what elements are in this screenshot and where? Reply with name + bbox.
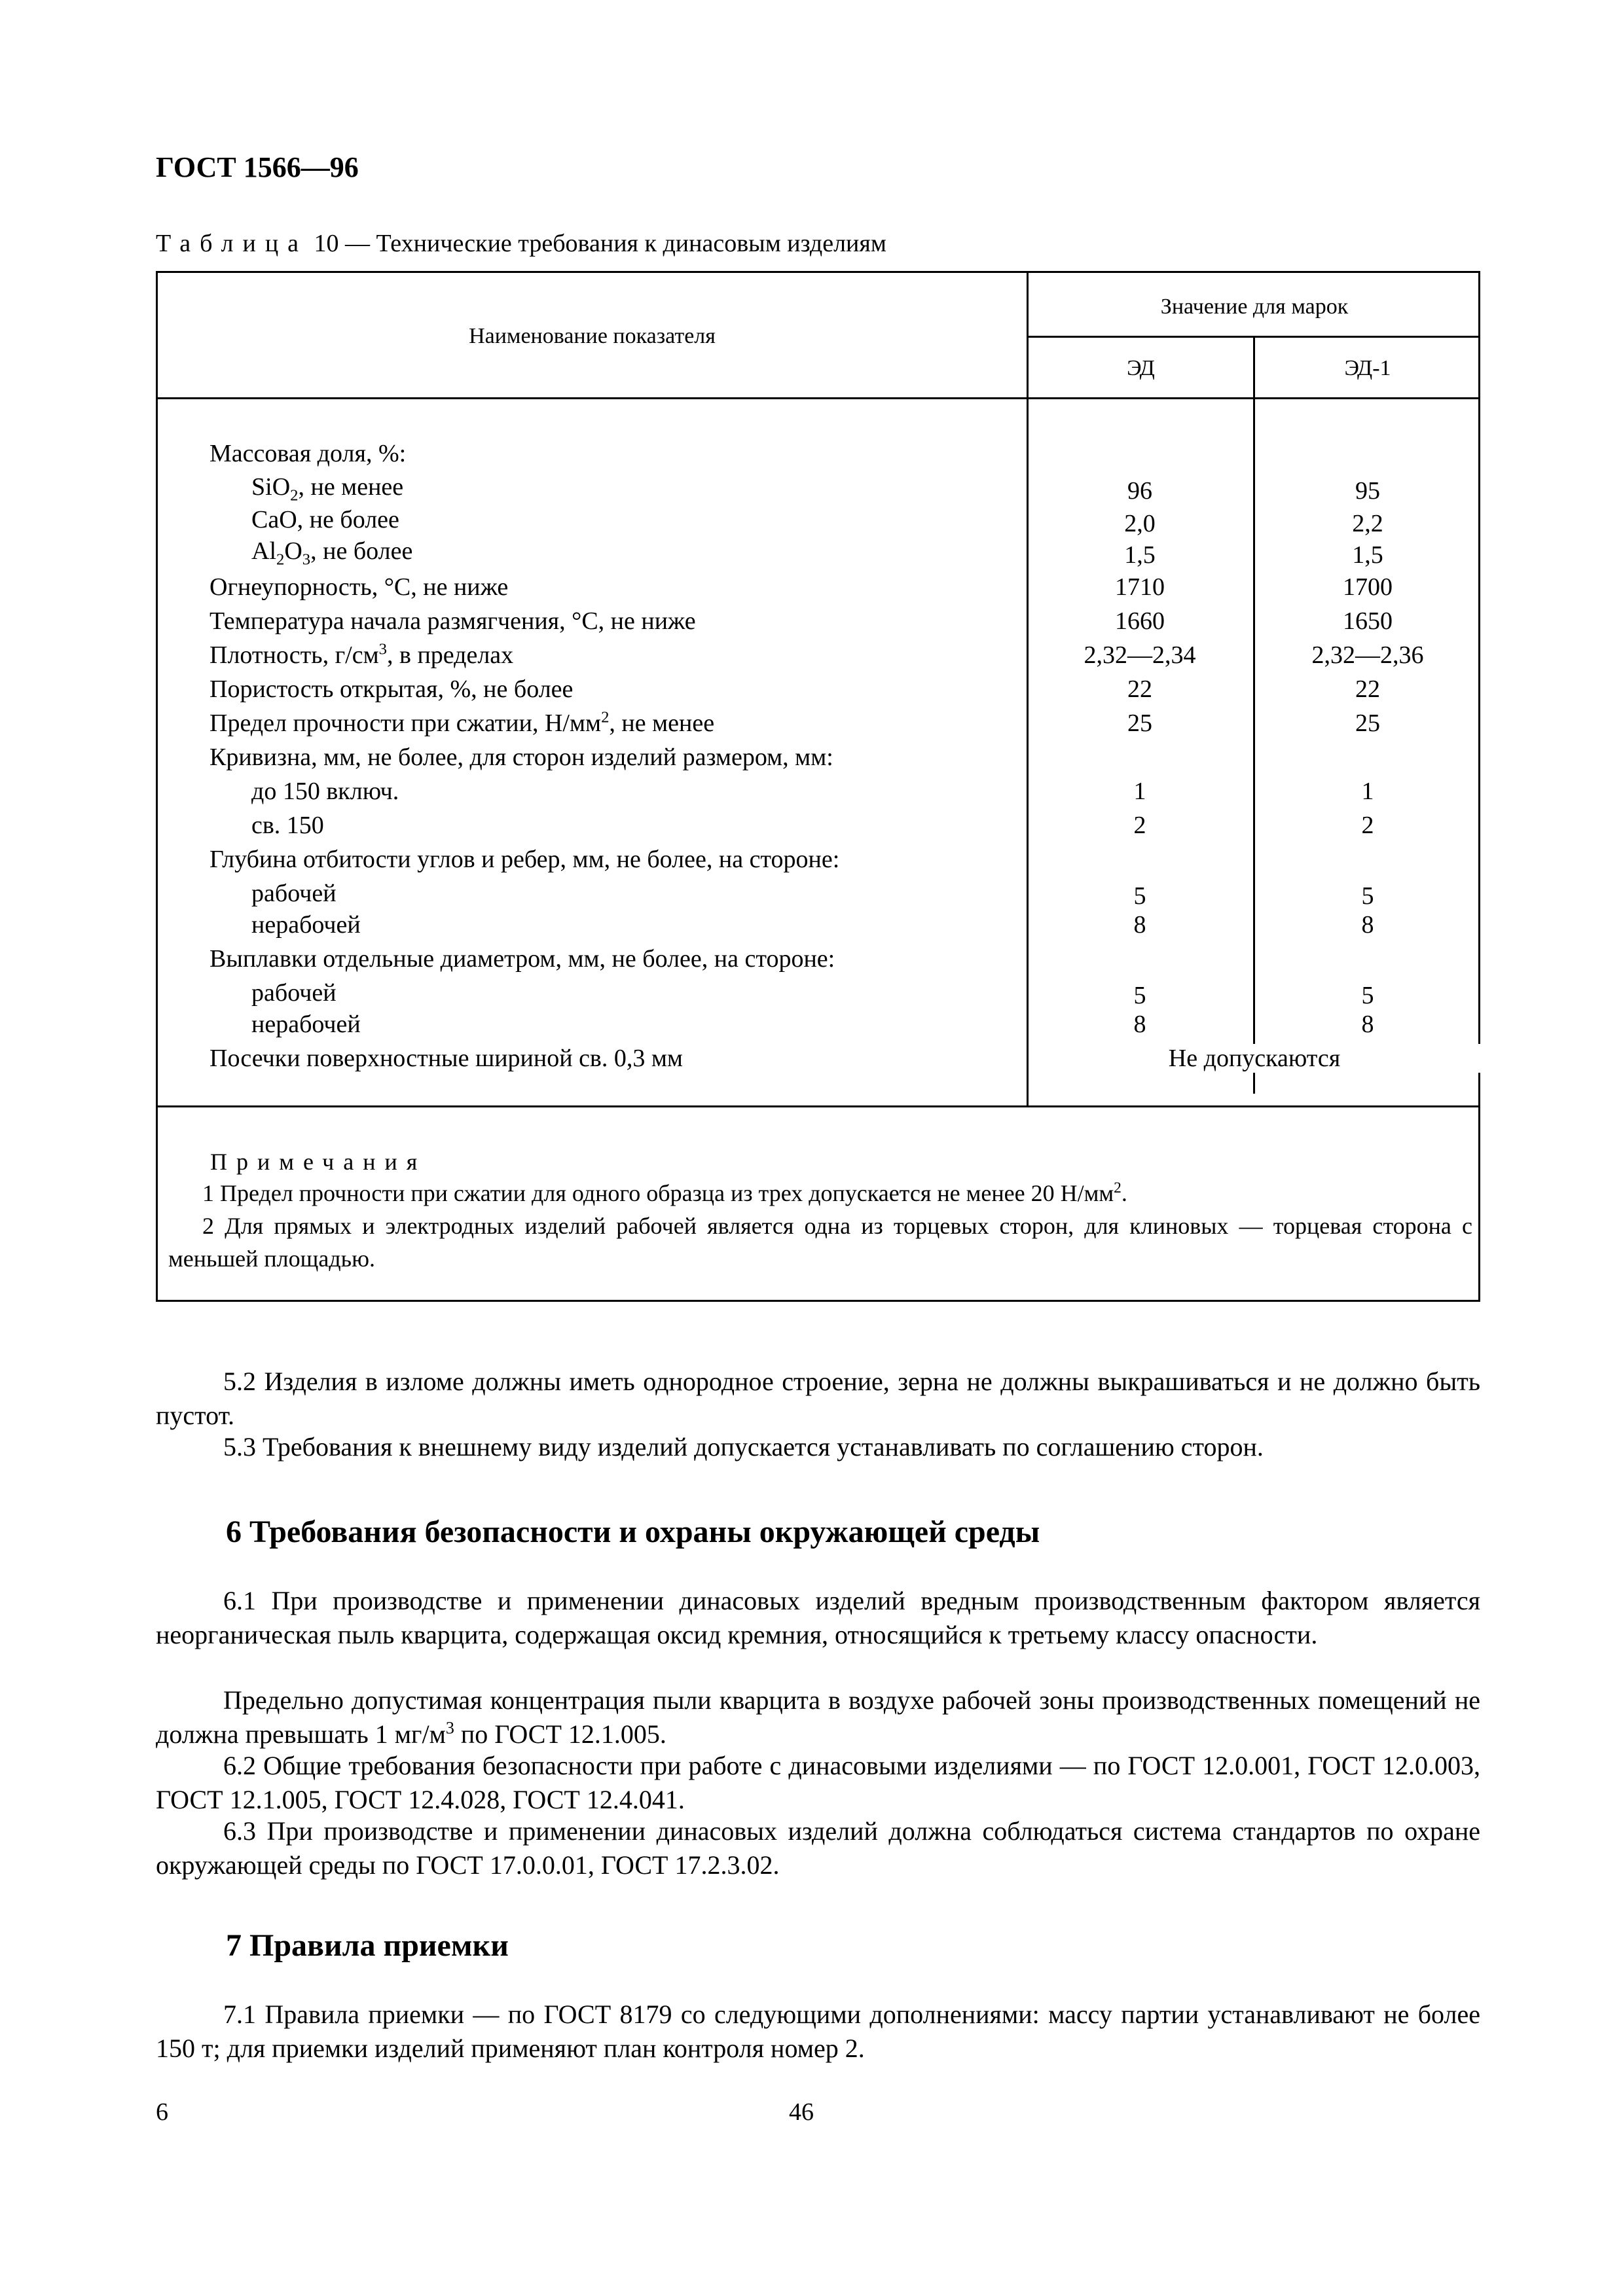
value-ed1: 1 bbox=[1361, 778, 1374, 805]
table-row bbox=[158, 675, 1482, 709]
col-header-group: Значение для марок bbox=[1160, 295, 1349, 319]
value-ed: 2,0 bbox=[1124, 510, 1156, 537]
table-row bbox=[158, 537, 1482, 571]
value-ed1: 2 bbox=[1361, 812, 1374, 839]
value-ed1: 2,32—2,36 bbox=[1311, 641, 1424, 669]
row-label: $Al_2O_3$, не более bbox=[251, 537, 413, 569]
table-row bbox=[158, 607, 1482, 641]
paragraph-6-1-limit: Предельно допустимая концентрация пыли кварцита в воздухе рабочей зоны производственных помещений не должна превышать 1 $мг/м^3$ по ГОСТ 12.1.005. bbox=[156, 1685, 1480, 1749]
table-row bbox=[158, 1010, 1482, 1044]
row-label: Плотность, $г/см^3$, в пределах bbox=[210, 640, 514, 669]
table-header-bottom-line bbox=[158, 397, 1480, 399]
value-ed: 5 bbox=[1133, 982, 1146, 1009]
value-ed: 8 bbox=[1133, 1011, 1146, 1038]
row-label: рабочей bbox=[251, 979, 337, 1007]
sheet-number: 46 bbox=[789, 2098, 814, 2126]
value-ed: 22 bbox=[1127, 675, 1152, 703]
value-ed1: 22 bbox=[1355, 675, 1380, 703]
note-2: 2 Для прямых и электродных изделий рабочей является одна из торцевых сторон, для клиновых — торцевая сторона с меньшей площадью. bbox=[168, 1213, 1472, 1272]
value-ed1: 8 bbox=[1361, 911, 1374, 939]
row-label: Огнеупорность, °С, не ниже bbox=[210, 573, 509, 601]
table-row bbox=[158, 439, 1482, 473]
page-number: 6 bbox=[156, 2098, 168, 2126]
paragraph-6-2: 6.2 Общие требования безопасности при работе с динасовыми изделиями — по ГОСТ 12.0.001, ГОСТ 12.0.003, ГОСТ 12.1.005, ГОСТ 12.4.028, ГОСТ 12.4.041. bbox=[156, 1751, 1480, 1814]
document-id: ГОСТ 1566—96 bbox=[156, 151, 359, 183]
notes-title: Примечания bbox=[210, 1149, 427, 1175]
row-label: нерабочей bbox=[251, 911, 361, 939]
table-notes-divider bbox=[158, 1105, 1480, 1107]
paragraph-6-1: 6.1 При производстве и применении динасовых изделий вредным производственным фактором является неорганическая пыль кварцита, содержащая оксид кремния, относящийся к третьему классу опасности. bbox=[156, 1586, 1480, 1649]
value-merged: Не допускаются bbox=[1029, 1044, 1480, 1073]
section-6-heading: 6 Требования безопасности и охраны окружающей среды bbox=[226, 1515, 1040, 1549]
value-ed: 1,5 bbox=[1124, 541, 1156, 569]
value-ed1: 5 bbox=[1361, 982, 1374, 1009]
row-label: рабочей bbox=[251, 880, 337, 907]
table-row bbox=[158, 709, 1482, 743]
table-caption-text: 10 — Технические требования к динасовым изделиям bbox=[308, 230, 886, 257]
row-label: CaO, не более bbox=[251, 506, 399, 533]
table-row bbox=[158, 944, 1482, 978]
value-ed1: 2,2 bbox=[1352, 510, 1383, 537]
col-header-name: Наименование показателя bbox=[469, 324, 716, 348]
table-row bbox=[158, 879, 1482, 913]
value-ed: 1 bbox=[1133, 778, 1146, 805]
value-ed: 5 bbox=[1133, 882, 1146, 910]
row-label: нерабочей bbox=[251, 1011, 361, 1038]
paragraph-5-3: 5.3 Требования к внешнему виду изделий допускается устанавливать по соглашению сторон. bbox=[223, 1432, 1264, 1462]
row-label: Массовая доля, %: bbox=[210, 440, 407, 467]
value-ed1: 1650 bbox=[1343, 607, 1393, 635]
row-label: Пористость открытая, %, не более bbox=[210, 675, 574, 703]
paragraph-6-3: 6.3 При производстве и применении динасовых изделий должна соблюдаться система стандартов по охране окружающей среды по ГОСТ 17.0.0.01, ГОСТ 17.2.3.02. bbox=[156, 1816, 1480, 1880]
value-ed1: 95 bbox=[1355, 477, 1380, 505]
value-ed: 2,32—2,34 bbox=[1084, 641, 1196, 669]
table-row bbox=[158, 777, 1482, 811]
paragraph-7-1: 7.1 Правила приемки — по ГОСТ 8179 со следующими дополнениями: массу партии устанавливают не более 150 т; для приемки изделий применяют план контроля номер 2. bbox=[156, 2000, 1480, 2063]
table-row bbox=[158, 473, 1482, 507]
row-label: Посечки поверхностные шириной св. 0,3 мм bbox=[210, 1045, 683, 1072]
row-label: Выплавки отдельные диаметром, мм, не более, на стороне: bbox=[210, 945, 835, 973]
value-ed: 8 bbox=[1133, 911, 1146, 939]
value-ed1: 8 bbox=[1361, 1011, 1374, 1038]
table-row bbox=[158, 505, 1482, 539]
row-label: Глубина отбитости углов и ребер, мм, не более, на стороне: bbox=[210, 846, 840, 873]
value-ed1: 5 bbox=[1361, 882, 1374, 910]
section-7-heading: 7 Правила приемки bbox=[226, 1928, 509, 1963]
row-label: св. 150 bbox=[251, 812, 324, 839]
value-ed1: 1,5 bbox=[1352, 541, 1383, 569]
requirements-table bbox=[156, 271, 1480, 1302]
table-row bbox=[158, 641, 1482, 675]
table-row bbox=[158, 1044, 1482, 1078]
table-caption-label: Таблица bbox=[156, 230, 308, 257]
table-row bbox=[158, 743, 1482, 777]
value-ed: 1710 bbox=[1115, 573, 1165, 601]
value-ed: 25 bbox=[1127, 709, 1152, 737]
row-label: до 150 включ. bbox=[251, 778, 399, 805]
row-label: SiO$_2$, не менее bbox=[251, 473, 404, 505]
table-row bbox=[158, 573, 1482, 607]
row-label: Температура начала размягчения, °С, не ниже bbox=[210, 607, 696, 635]
value-ed: 2 bbox=[1133, 812, 1146, 839]
value-ed: 1660 bbox=[1115, 607, 1165, 635]
paragraph-5-2: 5.2 Изделия в изломе должны иметь однородное строение, зерна не должны выкрашиваться и не должно быть пустот. bbox=[156, 1367, 1480, 1430]
table-caption bbox=[156, 229, 886, 258]
value-ed: 96 bbox=[1127, 477, 1152, 505]
table-row bbox=[158, 811, 1482, 845]
col-header-ed1: ЭД-1 bbox=[1344, 356, 1391, 380]
table-row bbox=[158, 978, 1482, 1013]
row-label: Предел прочности при сжатии, $Н/мм^2$, не менее bbox=[210, 708, 715, 737]
table-row bbox=[158, 845, 1482, 879]
value-ed1: 1700 bbox=[1343, 573, 1393, 601]
col-header-ed: ЭД bbox=[1127, 356, 1155, 380]
value-ed1: 25 bbox=[1355, 709, 1380, 737]
note-1: 1 Предел прочности при сжатии для одного образца из трех допускается не менее 20 $Н/мм^2$. bbox=[202, 1179, 1127, 1206]
row-label: Кривизна, мм, не более, для сторон изделий размером, мм: bbox=[210, 744, 833, 771]
table-row bbox=[158, 910, 1482, 944]
